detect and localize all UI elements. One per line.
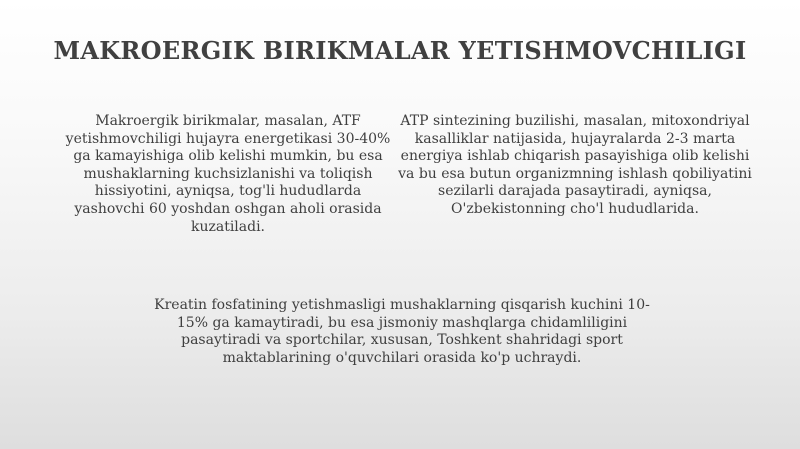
paragraph-bottom: Kreatin fosfatining yetishmasligi mushaklarning qisqarish kuchini 10-15% ga kamaytiradi, bu esa jismoniy mashqlarga chidamliligini pasaytiradi va sportchilar, xususan, Toshkent shahridagi sport maktablarining o'quvchilari orasida ko'p uchraydi. xyxy=(154,297,650,366)
paragraph-right: ATP sintezining buzilishi, masalan, mitoxondriyal kasalliklar natijasida, hujayralarda 2-3 marta energiya ishlab chiqarish pasayishiga olib kelishi va bu esa butun organizmning ishlash qobiliyatini sezilarli darajada pasaytiradi, ayniqsa, O'zbekistonning cho'l hududlarida. xyxy=(398,113,752,217)
paragraph-left: Makroergik birikmalar, masalan, ATF yetishmovchiligi hujayra energetikasi 30-40% ga kamayishiga olib kelishi mumkin, bu esa mushaklarning kuchsizlanishi va toliqish hissiyotini, ayniqsa, tog'li hududlarda yashovchi 60 yoshdan oshgan aholi orasida kuzatiladi. xyxy=(65,113,391,235)
slide-title: MAKROERGIK BIRIKMALAR YETISHMOVCHILIGI xyxy=(53,36,747,65)
